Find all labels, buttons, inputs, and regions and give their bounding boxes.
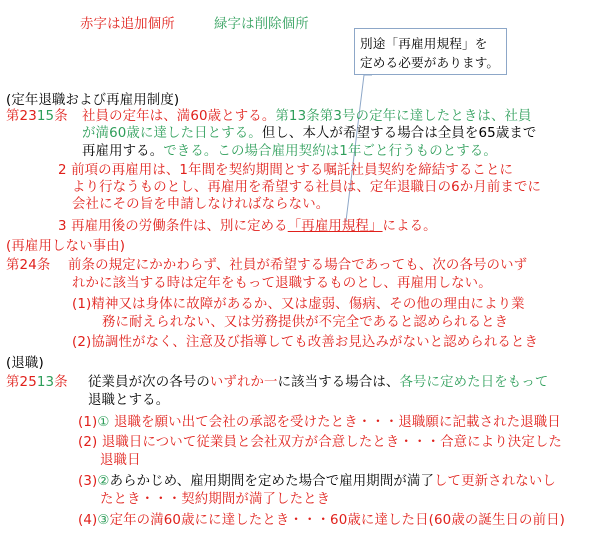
article-23-para-2-line-3: 会社にその旨を申請しなければならない。 bbox=[72, 197, 330, 212]
article-25-item-3: (3)②あらかじめ、雇用期間を定めた場合で雇用期間が満了して更新されないし bbox=[78, 474, 556, 489]
article-23-label: 第2315条 bbox=[6, 109, 68, 124]
section-heading-retirement-rehire: (定年退職および再雇用制度) bbox=[6, 93, 180, 108]
article-23-line-2: が満60歳に達した日とする。但し、本人が希望する場合は全員を65歳まで bbox=[82, 126, 537, 141]
article-23-para-2-line-1: 2 前項の再雇用は、1年間を契約期間とする嘱託社員契約を締結することに bbox=[58, 163, 514, 178]
article-25-line-2: 退職とする。 bbox=[88, 393, 170, 408]
article-25-label: 第2513条 bbox=[6, 375, 68, 390]
rehire-rules-link-text: 「再雇用規程」 bbox=[287, 219, 383, 234]
callout-line-1: 別途「再雇用規程」を bbox=[360, 36, 488, 51]
article-24-line-1: 前条の規定にかかわらず、社員が希望する場合であっても、次の各号のいず bbox=[68, 258, 528, 273]
article-25-item-4: (4)③定年の満60歳にに達したとき・・・60歳に達した日(60歳の誕生日の前日) bbox=[78, 513, 566, 528]
article-24-item-1-line-1: (1)精神又は身体に故障があるか、又は虚弱、傷病、その他の理由により業 bbox=[72, 297, 525, 312]
section-heading-resignation: (退職) bbox=[6, 356, 44, 371]
article-24-item-2: (2)協調性がなく、注意及び指導しても改善お見込みがないと認められるとき bbox=[72, 335, 538, 350]
article-23-line-1: 社員の定年は、満60歳とする。第13条第3号の定年に達したときは、社員 bbox=[82, 109, 532, 124]
callout-note bbox=[354, 28, 507, 75]
legend-deleted: 緑字は削除個所 bbox=[214, 17, 309, 32]
article-25-item-1: (1)① 退職を願い出て会社の承認を受けたとき・・・退職願に記載された退職日 bbox=[78, 415, 561, 430]
article-23-para-2-line-2: より行なうものとし、再雇用を希望する社員は、定年退職日の6か月前までに bbox=[72, 180, 542, 195]
article-25-item-2: (2) 退職日について従業員と会社双方が合意したとき・・・合意により決定した bbox=[78, 435, 562, 450]
article-24-item-1-line-2: 務に耐えられない、又は労務提供が不完全であると認められるとき bbox=[102, 315, 509, 330]
article-24-line-2: れかに該当する時は定年をもって退職するものとし、再雇用しない。 bbox=[72, 276, 492, 291]
article-23-line-3: 再雇用する。できる。この場合雇用契約は1年ごと行うものとする。 bbox=[82, 144, 497, 159]
article-25-line-1: 従業員が次の各号のいずれか一に該当する場合は、各号に定めた日をもって bbox=[88, 375, 549, 390]
article-25-item-2-cont: 退職日 bbox=[100, 453, 141, 468]
section-heading-no-rehire: (再雇用しない事由) bbox=[6, 239, 126, 254]
callout-line-2: 定める必要があります。 bbox=[360, 55, 500, 70]
article-24-label: 第24条 bbox=[6, 258, 51, 273]
article-23-para-3: 3 再雇用後の労働条件は、別に定める「再雇用規程」による。 bbox=[58, 219, 437, 234]
legend-added: 赤字は追加個所 bbox=[80, 17, 175, 32]
article-25-item-3-cont: たとき・・・契約期間が満了したとき bbox=[100, 492, 331, 507]
